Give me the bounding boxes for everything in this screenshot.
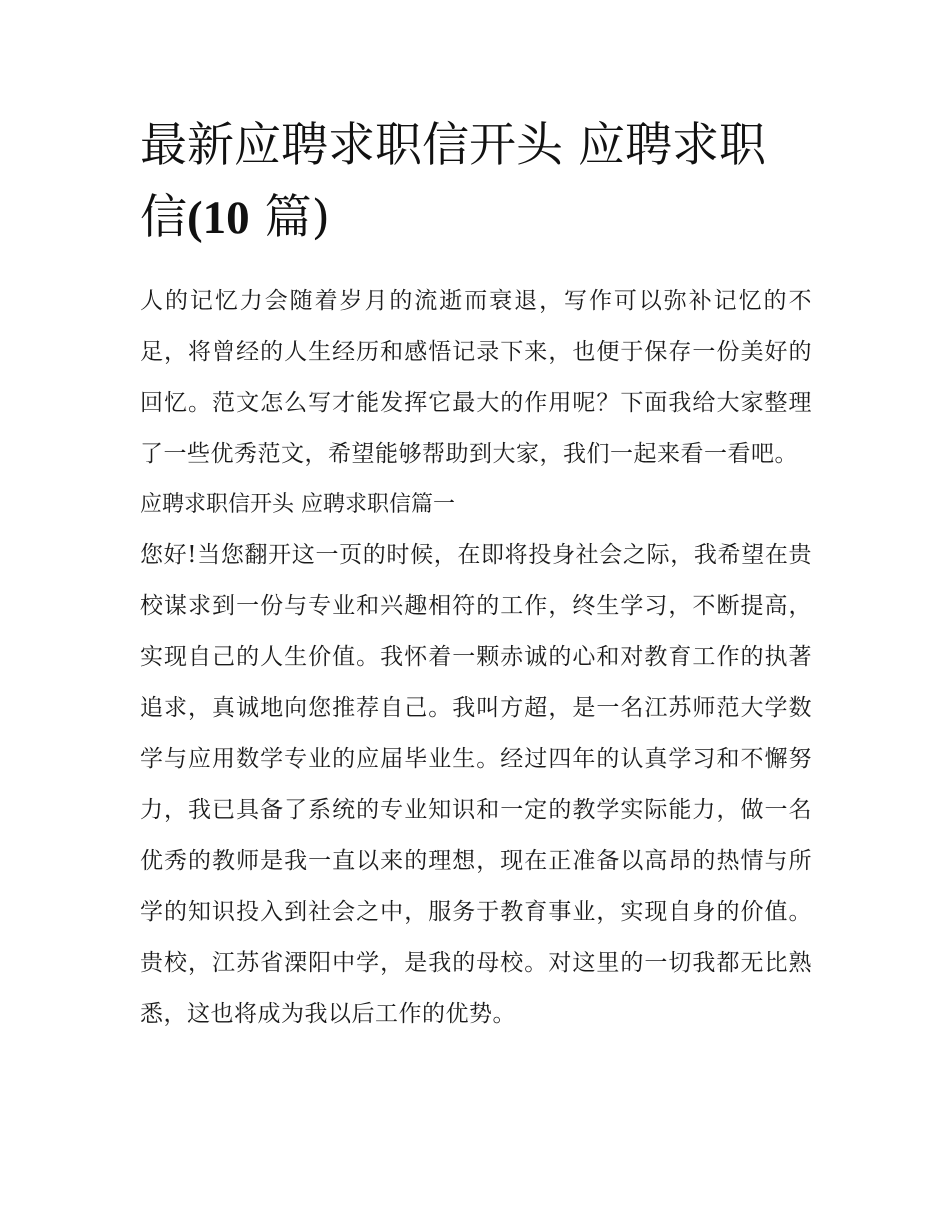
document-title (140, 110, 812, 254)
intro-paragraph: 人的记忆力会随着岁月的流逝而衰退，写作可以弥补记忆的不足，将曾经的人生经历和感悟记录下来，也便于保存一份美好的回忆。范文怎么写才能发挥它最大的作用呢？下面我给大家整理了一些优秀范文，希望能够帮助到大家，我们一起来看一看吧。 (140, 288, 812, 467)
body-paragraph: 您好!当您翻开这一页的时候，在即将投身社会之际，我希望在贵校谋求到一份与专业和兴趣相符的工作，终生学习，不断提高，实现自己的人生价值。我怀着一颗赤诚的心和对教育工作的执著追求，真诚地向您推荐自己。我叫方超，是一名江苏师范大学数学与应用数学专业的应届毕业生。经过四年的认真学习和不懈努力，我已具备了系统的专业知识和一定的教学实际能力，做一名优秀的教师是我一直以来的理想，现在正准备以高昂的热情与所学的知识投入到社会之中，服务于教育事业，实现自身的价值。贵校，江苏省溧阳中学，是我的母校。对这里的一切我都无比熟悉，这也将成为我以后工作的优势。 (140, 542, 812, 1027)
document-page (140, 110, 812, 1040)
title-line-1: 最新应聘求职信开头 应聘求职 (140, 118, 766, 173)
title-line-2-suffix: 篇) (249, 190, 330, 245)
section-heading: 应聘求职信开头 应聘求职信篇一 (140, 492, 455, 517)
title-line-2-prefix: 信 (140, 190, 187, 245)
title-line-2-count: (10 (187, 192, 250, 244)
